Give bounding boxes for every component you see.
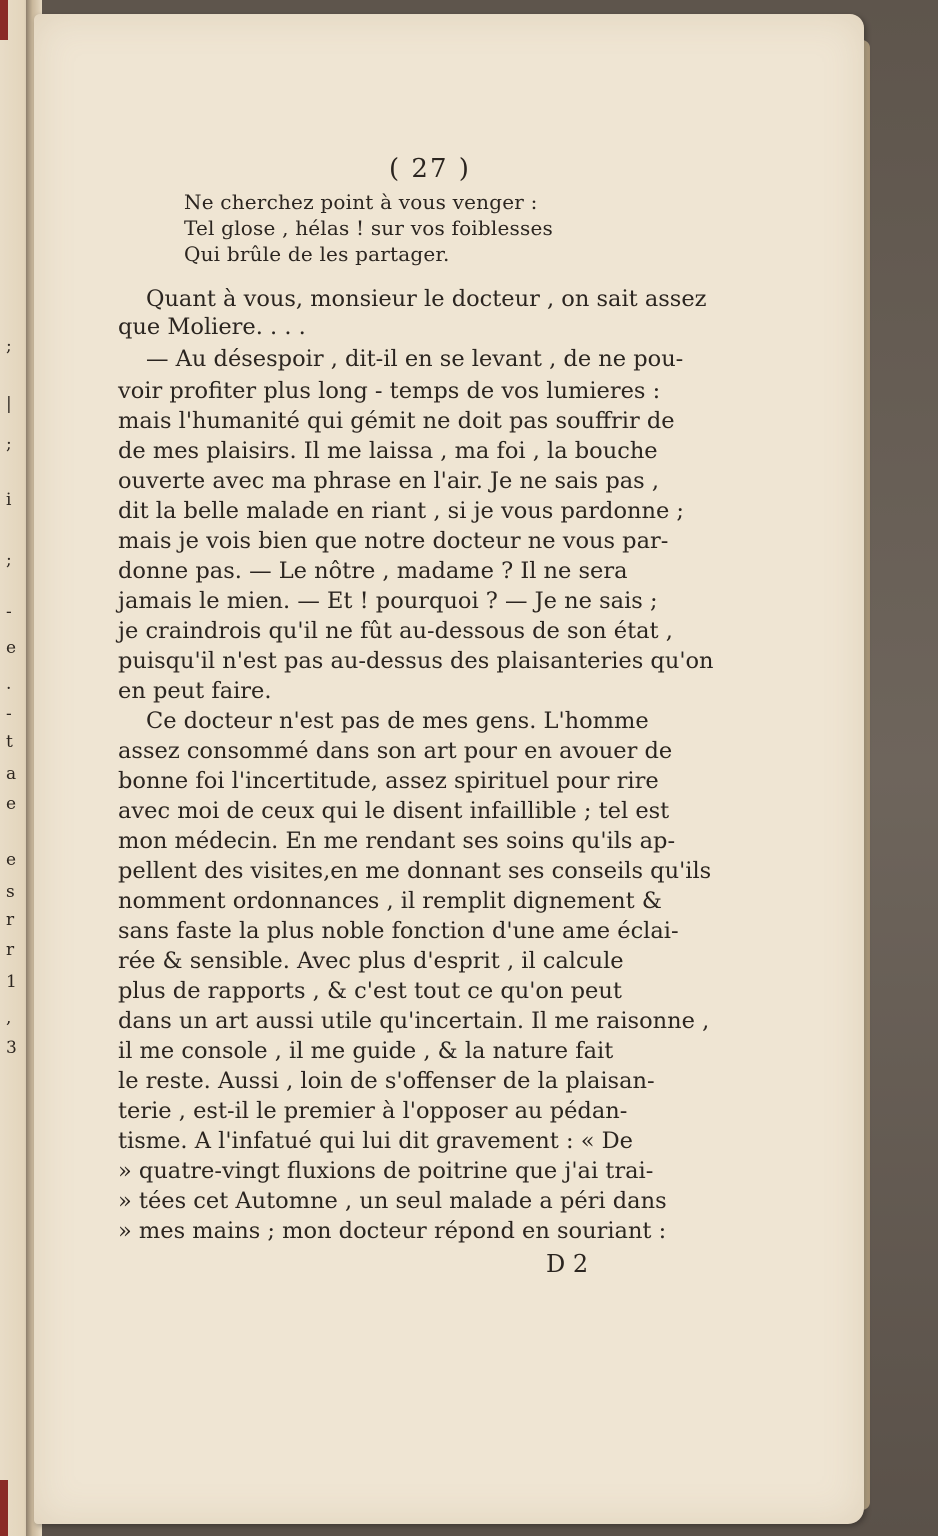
paragraph-line: ouverte avec ma phrase en l'air. Je ne sais pas ,: [118, 468, 660, 494]
left-page-mark: ;: [6, 434, 12, 454]
page-number: ( 27 ): [389, 154, 471, 184]
book-page: [34, 14, 864, 1524]
left-page-mark: ,: [6, 1008, 12, 1028]
paragraph-line: » tées cet Automne , un seul malade a péri dans: [118, 1188, 667, 1214]
paragraph-line: mon médecin. En me rendant ses soins qu'ils ap-: [118, 828, 676, 854]
paragraph-line: je craindrois qu'il ne fût au-dessous de son état ,: [118, 618, 673, 644]
left-page-mark: e: [6, 794, 17, 814]
left-page-mark: -: [6, 602, 12, 622]
paragraph-line: sans faste la plus noble fonction d'une ame éclai-: [118, 918, 679, 944]
left-page-mark: .: [6, 674, 12, 694]
binding-cloth-bottom: [0, 1480, 8, 1536]
left-page-mark: t: [6, 732, 13, 752]
paragraph-line: Quant à vous, monsieur le docteur , on sait assez: [146, 286, 707, 312]
verse-line: Qui brûle de les partager.: [184, 242, 450, 266]
binding-cloth-top: [0, 0, 8, 40]
verse-line: Ne cherchez point à vous venger :: [184, 190, 538, 214]
paragraph-line: puisqu'il n'est pas au-dessus des plaisanteries qu'on: [118, 648, 714, 674]
left-page-mark: a: [6, 764, 17, 784]
paragraph-line: en peut faire.: [118, 678, 272, 704]
left-page-mark: s: [6, 882, 15, 902]
paragraph-line: rée & sensible. Avec plus d'esprit , il calcule: [118, 948, 624, 974]
paragraph-line: que Moliere. . . .: [118, 314, 306, 340]
paragraph-line: nomment ordonnances , il remplit dignement &: [118, 888, 662, 914]
paragraph-line: bonne foi l'incertitude, assez spirituel pour rire: [118, 768, 659, 794]
paragraph-line: le reste. Aussi , loin de s'offenser de la plaisan-: [118, 1068, 655, 1094]
left-page-mark: i: [6, 490, 12, 510]
paragraph-line: terie , est-il le premier à l'opposer au pédan-: [118, 1098, 628, 1124]
paragraph-line: Ce docteur n'est pas de mes gens. L'homme: [146, 708, 649, 734]
paragraph-line: dit la belle malade en riant , si je vous pardonne ;: [118, 498, 685, 524]
left-page-mark: -: [6, 704, 12, 724]
signature-mark: D 2: [546, 1250, 589, 1278]
paragraph-line: avec moi de ceux qui le disent infaillible ; tel est: [118, 798, 670, 824]
left-page-mark: r: [6, 940, 15, 960]
left-page-mark: |: [6, 394, 12, 414]
left-page-mark: ;: [6, 336, 12, 356]
paragraph-line: tisme. A l'infatué qui lui dit gravement : « De: [118, 1128, 633, 1154]
verse-line: Tel glose , hélas ! sur vos foiblesses: [184, 216, 553, 240]
left-page-mark: r: [6, 910, 15, 930]
paragraph-line: jamais le mien. — Et ! pourquoi ? — Je ne sais ;: [118, 588, 658, 614]
left-page-mark: 1: [6, 972, 17, 992]
paragraph-line: mais je vois bien que notre docteur ne vous par-: [118, 528, 669, 554]
paragraph-line: pellent des visites,en me donnant ses conseils qu'ils: [118, 858, 712, 884]
paragraph-line: assez consommé dans son art pour en avouer de: [118, 738, 673, 764]
paragraph-line: voir profiter plus long - temps de vos lumieres :: [118, 378, 661, 404]
left-page-mark: e: [6, 850, 17, 870]
paragraph-line: de mes plaisirs. Il me laissa , ma foi , la bouche: [118, 438, 658, 464]
paragraph-line: donne pas. — Le nôtre , madame ? Il ne sera: [118, 558, 628, 584]
paragraph-line: mais l'humanité qui gémit ne doit pas souffrir de: [118, 408, 675, 434]
paragraph-line: — Au désespoir , dit-il en se levant , de ne pou-: [146, 346, 684, 372]
left-page-mark: ;: [6, 550, 12, 570]
paragraph-line: plus de rapports , & c'est tout ce qu'on peut: [118, 978, 622, 1004]
paragraph-line: » mes mains ; mon docteur répond en souriant :: [118, 1218, 667, 1244]
left-page-mark: 3: [6, 1038, 17, 1058]
paragraph-line: » quatre-vingt fluxions de poitrine que j'ai trai-: [118, 1158, 654, 1184]
paragraph-line: il me console , il me guide , & la nature fait: [118, 1038, 614, 1064]
paragraph-line: dans un art aussi utile qu'incertain. Il me raisonne ,: [118, 1008, 710, 1034]
left-page-mark: e: [6, 638, 17, 658]
